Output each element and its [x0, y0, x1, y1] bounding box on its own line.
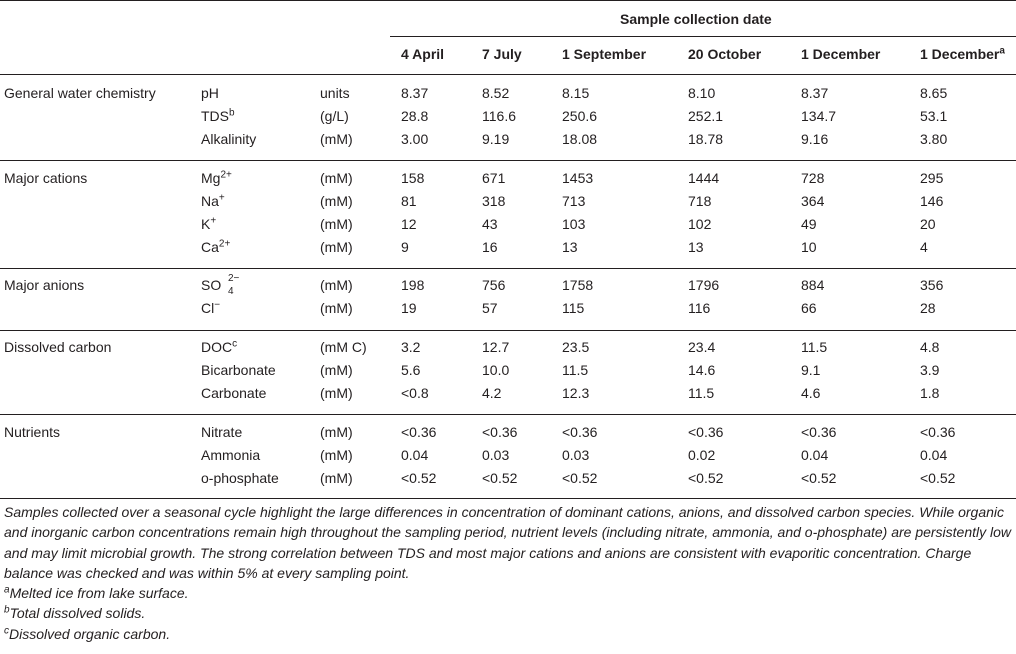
unit-label: (mM) [320, 193, 353, 209]
table-cell: 8.10 [688, 85, 716, 101]
table-cell: 9.16 [801, 131, 829, 147]
row-group-label: Major anions [4, 277, 85, 293]
parameter-label: DOC$^c$ [201, 338, 238, 355]
table-cell: 252.1 [688, 108, 724, 124]
column-group-header: Sample collection date [620, 11, 772, 27]
table-cell: 9 [401, 239, 409, 255]
date-column-header: 1 December [801, 46, 881, 62]
table-cell: 1758 [562, 277, 594, 293]
row-group-label: Dissolved carbon [4, 339, 112, 355]
table-cell: 4 [920, 239, 928, 255]
header-group-rule [390, 36, 1016, 37]
date-column-header: 1 December$^a$ [920, 45, 1005, 62]
table-cell: 3.00 [401, 131, 429, 147]
unit-label: (mM C) [320, 339, 367, 355]
parameter-label: Carbonate [201, 385, 267, 401]
table-cell: <0.52 [920, 470, 956, 486]
table-cell: 8.65 [920, 85, 948, 101]
table-cell: 728 [801, 170, 825, 186]
table-cell: 11.5 [688, 385, 715, 401]
table-cell: 713 [562, 193, 586, 209]
table-caption: Samples collected over a seasonal cycle highlight the large differences in concentration of dominant cations, anions, and dissolved carbon species. While organic and inorganic carbon concentrations remain high throughout the sampling period, nutrient levels (including nitrate, ammonia, and o-phosphate) are persistently low and may limit microbial growth. The strong correlation between TDS and most major cations and anions are consistent with evaporitic concentration. Charge balance was checked and was within 5% at every sampling point. [4, 504, 1012, 581]
table-cell: 11.5 [562, 362, 589, 378]
table-cell: 13 [562, 239, 578, 255]
table-cell: <0.36 [482, 424, 518, 440]
table-cell: 364 [801, 193, 825, 209]
table-cell: 12 [401, 216, 417, 232]
table-cell: 5.6 [401, 362, 421, 378]
parameter-label: Cl− [201, 299, 221, 316]
table-cell: 756 [482, 277, 506, 293]
table-cell: 18.08 [562, 131, 598, 147]
table-cell: 10.0 [482, 362, 510, 378]
table-cell: 0.04 [401, 447, 429, 463]
table-cell: 1.8 [920, 385, 940, 401]
unit-label: (mM) [320, 239, 353, 255]
table-cell: 8.15 [562, 85, 590, 101]
table-cell: 356 [920, 277, 944, 293]
table-cell: 102 [688, 216, 712, 232]
table-cell: 12.7 [482, 339, 510, 355]
parameter-label: TDS$^b$ [201, 107, 235, 124]
unit-label: units [320, 85, 350, 101]
table-cell: 671 [482, 170, 506, 186]
parameter-label: K+ [201, 215, 217, 232]
table-cell: 57 [482, 300, 498, 316]
parameter-label: Nitrate [201, 424, 243, 440]
parameter-label: SO 2− 4 [201, 273, 240, 297]
table-cell: 3.9 [920, 362, 940, 378]
row-group-label: Nutrients [4, 424, 61, 440]
table-cell: <0.8 [401, 385, 429, 401]
table-cell: 23.5 [562, 339, 590, 355]
footnote-b: $^b$Total dissolved solids. [4, 604, 146, 622]
table-cell: 8.37 [401, 85, 429, 101]
table-notes [4, 502, 1014, 644]
unit-label: (mM) [320, 300, 353, 316]
table-cell: 146 [920, 193, 944, 209]
table-cell: 43 [482, 216, 498, 232]
table-cell: 9.19 [482, 131, 510, 147]
parameter-label: Ammonia [201, 447, 261, 463]
unit-label: (mM) [320, 447, 353, 463]
parameter-label: o-phosphate [201, 470, 279, 486]
table-cell: 66 [801, 300, 817, 316]
table-cell: <0.36 [688, 424, 724, 440]
table-cell: 4.2 [482, 385, 502, 401]
table-cell: 81 [401, 193, 417, 209]
table-cell: 9.1 [801, 362, 821, 378]
table-cell: 3.80 [920, 131, 948, 147]
row-group-label: Major cations [4, 170, 88, 186]
table-cell: 23.4 [688, 339, 716, 355]
table-cell: <0.36 [801, 424, 837, 440]
table-cell: 318 [482, 193, 506, 209]
table-cell: 0.04 [920, 447, 948, 463]
table-cell: 0.03 [482, 447, 510, 463]
bottom-rule [0, 498, 1016, 499]
date-column-header: 20 October [688, 46, 762, 62]
unit-label: (mM) [320, 385, 353, 401]
parameter-label: Bicarbonate [201, 362, 276, 378]
date-column-header: 4 April [401, 46, 445, 62]
table-cell: 4.8 [920, 339, 940, 355]
table-cell: 1453 [562, 170, 594, 186]
table-cell: 28 [920, 300, 936, 316]
unit-label: (mM) [320, 131, 353, 147]
table-cell: 718 [688, 193, 712, 209]
parameter-label: $Ca^{2+}$ [201, 238, 231, 255]
table-cell: 158 [401, 170, 425, 186]
parameter-label: Alkalinity [201, 131, 257, 147]
unit-label: (mM) [320, 170, 353, 186]
table-cell: 0.03 [562, 447, 590, 463]
table-cell: 295 [920, 170, 944, 186]
parameter-label: Na+ [201, 192, 225, 209]
table-cell: 4.6 [801, 385, 821, 401]
table-cell: 20 [920, 216, 936, 232]
table-cell: 1796 [688, 277, 720, 293]
unit-label: (mM) [320, 470, 353, 486]
table-cell: 11.5 [801, 339, 828, 355]
table-cell: 49 [801, 216, 817, 232]
unit-label: (mM) [320, 362, 353, 378]
table-cell: <0.36 [920, 424, 956, 440]
table-cell: 116.6 [482, 108, 516, 124]
table-cell: <0.52 [801, 470, 837, 486]
unit-label: (g/L) [320, 108, 349, 124]
section-rule [0, 268, 1016, 269]
table-cell: <0.52 [482, 470, 518, 486]
table-cell: 14.6 [688, 362, 716, 378]
table-cell: 16 [482, 239, 498, 255]
footnote-c: $^c$Dissolved organic carbon. [4, 625, 171, 642]
section-rule [0, 414, 1016, 415]
table-cell: 103 [562, 216, 586, 232]
table-cell: 1444 [688, 170, 720, 186]
table-cell: <0.52 [688, 470, 724, 486]
date-column-header: 1 September [562, 46, 647, 62]
parameter-label: $Mg^{2+}$ [201, 169, 232, 186]
table-cell: 12.3 [562, 385, 590, 401]
table-cell: 19 [401, 300, 417, 316]
top-rule [0, 0, 1016, 1]
table-cell: 10 [801, 239, 817, 255]
table-cell: 8.52 [482, 85, 510, 101]
table-cell: 8.37 [801, 85, 829, 101]
table-cell: 134.7 [801, 108, 837, 124]
table-cell: <0.52 [562, 470, 598, 486]
table-cell: <0.36 [401, 424, 437, 440]
table-cell: <0.52 [401, 470, 437, 486]
table-cell: 250.6 [562, 108, 598, 124]
table-cell: 53.1 [920, 108, 948, 124]
table-cell: 3.2 [401, 339, 421, 355]
table-cell: 116 [688, 300, 711, 316]
table-cell: 28.8 [401, 108, 429, 124]
header-rule [0, 74, 1016, 75]
section-rule [0, 160, 1016, 161]
table-cell: 0.04 [801, 447, 829, 463]
table-cell: 18.78 [688, 131, 724, 147]
parameter-label: pH [201, 85, 219, 101]
table-cell: 115 [562, 300, 585, 316]
row-group-label: General water chemistry [4, 85, 156, 101]
table-cell: 0.02 [688, 447, 716, 463]
table-cell: 13 [688, 239, 704, 255]
table-cell: 198 [401, 277, 425, 293]
date-column-header: 7 July [482, 46, 522, 62]
unit-label: (mM) [320, 424, 353, 440]
unit-label: (mM) [320, 277, 353, 293]
footnote-a: $^a$Melted ice from lake surface. [4, 584, 189, 602]
section-rule [0, 330, 1016, 331]
table-cell: 884 [801, 277, 825, 293]
unit-label: (mM) [320, 216, 353, 232]
table-cell: <0.36 [562, 424, 598, 440]
